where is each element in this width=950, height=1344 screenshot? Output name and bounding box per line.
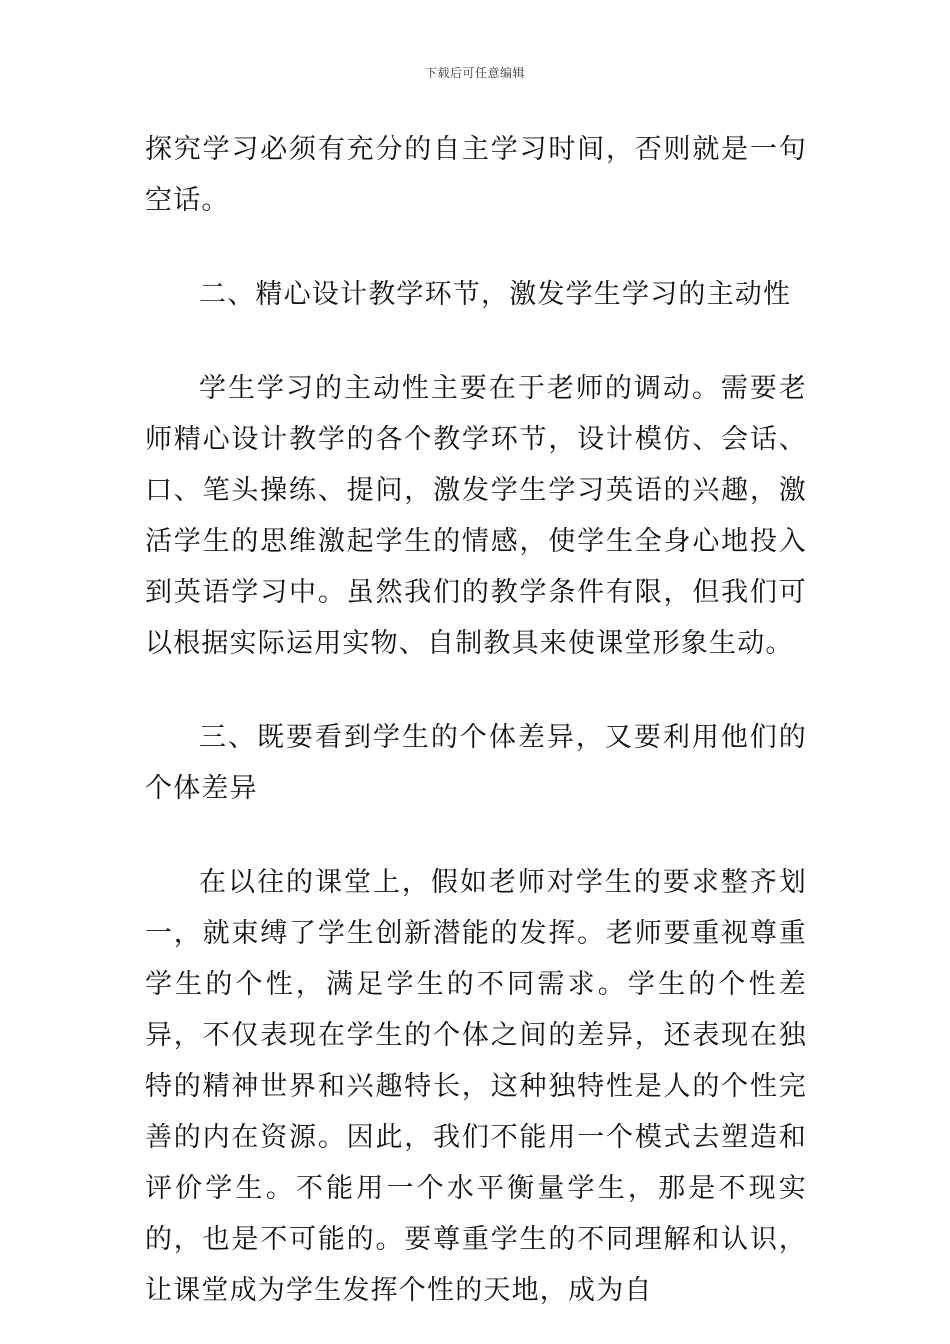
paragraph-individual-differences: 在以往的课堂上，假如老师对学生的要求整齐划一，就束缚了学生创新潜能的发挥。老师要重视尊重学生的个性，满足学生的不同需求。学生的个性差异，不仅表现在学生的个体之间的差异，还表现在独特的精神世界和兴趣特长，这种独特性是人的个性完善的内在资源。因此，我们不能用一个模式去塑造和评价学生。不能用一个水平衡量学生，那是不现实的，也是不可能的。要尊重学生的不同理解和认识，让课堂成为学生发挥个性的天地，成为自 xyxy=(145,867,807,1306)
section-heading-2: 二、精心设计教学环节，激发学生学习的主动性 xyxy=(199,279,792,310)
page-header: 下载后可任意编辑 xyxy=(424,66,525,80)
document-body xyxy=(145,124,807,1316)
paragraph-initiative: 学生学习的主动性主要在于老师的调动。需要老师精心设计教学的各个教学环节，设计模仿、会话、口、笔头操练、提问，激发学生学习英语的兴趣，激活学生的思维激起学生的情感，使学生全身心地投入到英语学习中。虽然我们的教学条件有限，但我们可以根据实际运用实物、自制教具来使课堂形象生动。 xyxy=(145,373,807,659)
paragraph-continuation: 探究学习必须有充分的自主学习时间，否则就是一句空话。 xyxy=(145,134,807,216)
section-heading-3: 三、既要看到学生的个体差异，又要利用他们的个体差异 xyxy=(145,722,807,804)
